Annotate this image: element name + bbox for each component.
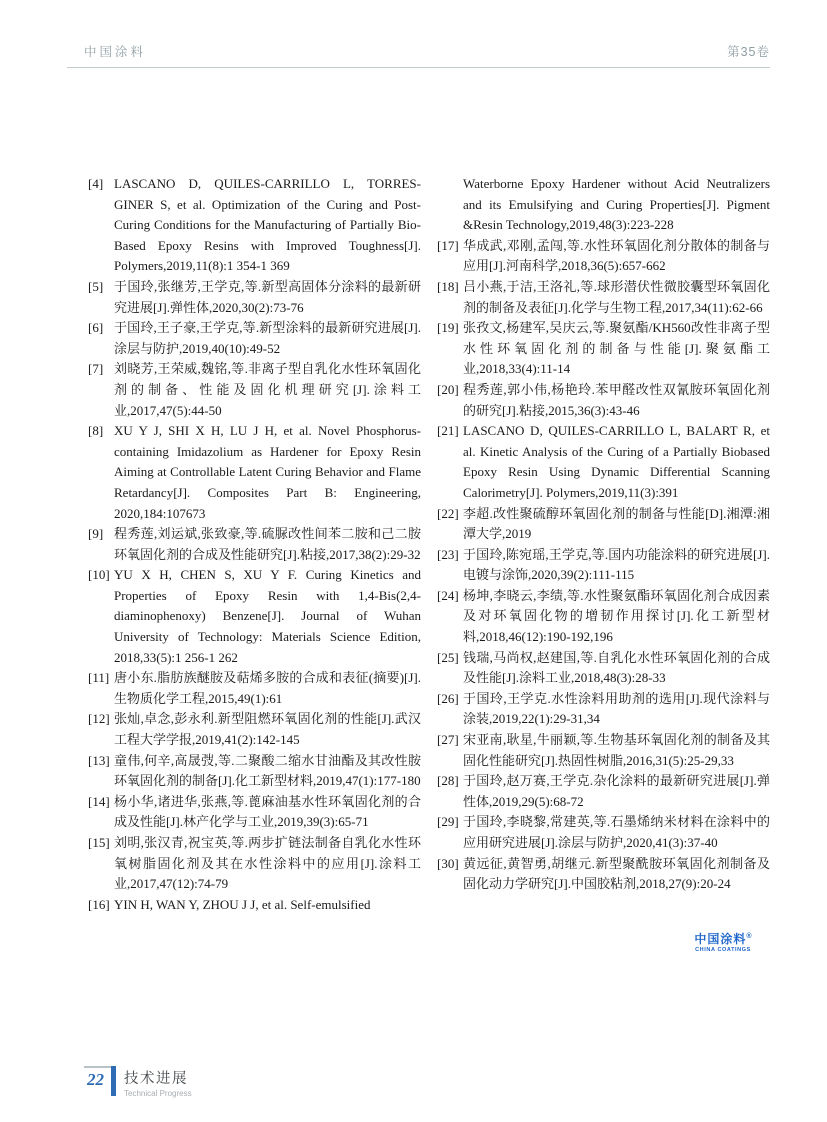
reference-text: XU Y J, SHI X H, LU J H, et al. Novel Phosphorus-containing Imidazolium as Hardener for Epoxy Resin Aiming at Controllable Latent Curing Behavior and Flame Retardancy[J]. Composites Part B: Engineering, 2020,184:107673 xyxy=(114,423,421,521)
reference-text: 于国玲,王学克.水性涂料用助剂的选用[J].现代涂料与涂装,2019,22(1):29-31,34 xyxy=(463,690,770,727)
reference-number: [21] xyxy=(437,423,459,439)
reference-item xyxy=(88,895,421,916)
reference-item xyxy=(437,771,770,812)
reference-number: [12] xyxy=(88,711,110,727)
reference-text: 钱瑞,马尚权,赵建国,等.自乳化水性环氧固化剂的合成及性能[J].涂料工业,2018,48(3):28-33 xyxy=(463,649,770,686)
reference-text: 于国玲,赵万赛,王学克.杂化涂料的最新研究进展[J].弹性体,2019,29(5):68-72 xyxy=(463,773,770,809)
page-number: 22 xyxy=(87,1070,104,1089)
reference-text: 于国玲,王子豪,王学克,等.新型涂料的最新研究进展[J].涂层与防护,2019,40(10):49-52 xyxy=(114,320,421,356)
reference-item xyxy=(88,833,421,895)
reference-item xyxy=(437,174,770,236)
reference-number: [11] xyxy=(88,670,110,686)
reference-text: 于国玲,李晓黎,常建英,等.石墨烯纳米材料在涂料中的应用研究进展[J].涂层与防护,2020,41(3):37-40 xyxy=(463,814,770,850)
reference-item xyxy=(88,421,421,524)
reference-number: [9] xyxy=(88,526,104,542)
reference-number: [26] xyxy=(437,690,459,706)
reference-text: Waterborne Epoxy Hardener without Acid Neutralizers and its Emulsifying and Curing Properties[J]. Pigment &Resin Technology,2019,48(3):223-228 xyxy=(463,176,770,233)
reference-number: [29] xyxy=(437,814,459,830)
reference-text: 于国玲,张继芳,王学克,等.新型高固体分涂料的最新研究进展[J].弹性体,2020,30(2):73-76 xyxy=(114,278,421,315)
reference-text: 于国玲,陈宛瑶,王学克,等.国内功能涂料的研究进展[J].电镀与涂饰,2020,39(2):111-115 xyxy=(463,546,770,583)
reference-item xyxy=(437,236,770,277)
registered-mark-icon: ® xyxy=(746,933,752,940)
reference-item xyxy=(437,854,770,895)
reference-item xyxy=(88,751,421,792)
reference-text: 李超.改性聚硫醇环氧固化剂的制备与性能[D].湘潭:湘潭大学,2019 xyxy=(463,505,770,542)
page-footer xyxy=(84,1066,192,1098)
reference-number: [25] xyxy=(437,649,459,665)
reference-text: 刘晓芳,王荣威,魏铭,等.非离子型自乳化水性环氧固化剂的制备、性能及固化机理研究[J].涂料工业,2017,47(5):44-50 xyxy=(114,361,421,418)
reference-item xyxy=(88,565,421,668)
reference-number: [5] xyxy=(88,278,104,294)
reference-text: 程秀莲,刘运斌,张致豪,等.硫脲改性间苯二胺和己二胺环氧固化剂的合成及性能研究[J].粘接,2017,38(2):29-32 xyxy=(114,526,421,562)
reference-number: [6] xyxy=(88,320,104,336)
reference-number: [28] xyxy=(437,773,459,789)
reference-number: [17] xyxy=(437,237,459,253)
reference-text: 宋亚南,耿星,牛丽颖,等.生物基环氧固化剂的制备及其固化性能研究[J].热固性树脂,2016,31(5):25-29,33 xyxy=(463,732,770,768)
reference-item xyxy=(88,359,421,421)
reference-number: [13] xyxy=(88,752,110,768)
reference-text: LASCANO D, QUILES-CARRILLO L, TORRES-GINER S, et al. Optimization of the Curing and Post-Curing Conditions for the Manufacturing of Partially Bio-Based Epoxy Resins with Improved Toughness[J]. Polymers,2019,11(8):1 354-1 369 xyxy=(114,176,421,274)
reference-number: [10] xyxy=(88,567,110,583)
reference-number: [30] xyxy=(437,855,459,871)
china-coatings-logo xyxy=(688,933,758,953)
reference-number: [19] xyxy=(437,320,459,336)
reference-number: [24] xyxy=(437,587,459,603)
reference-item xyxy=(88,524,421,565)
reference-number: [8] xyxy=(88,423,104,439)
reference-number: [14] xyxy=(88,793,110,809)
reference-item xyxy=(88,277,421,318)
reference-item xyxy=(437,277,770,318)
reference-item xyxy=(437,545,770,586)
footer-accent-bar xyxy=(111,1066,116,1096)
reference-number: [27] xyxy=(437,732,459,748)
reference-text: 刘明,张汉青,祝宝英,等.两步扩链法制备自乳化水性环氧树脂固化剂及其在水性涂料中的应用[J].涂料工业,2017,47(12):74-79 xyxy=(114,835,421,892)
logo-text-cn: 中国涂料® xyxy=(694,932,752,946)
reference-number: [20] xyxy=(437,381,459,397)
reference-text: 吕小燕,于洁,王洛礼,等.球形潜伏性微胶囊型环氧固化剂的制备及表征[J].化学与生物工程,2017,34(11):62-66 xyxy=(463,278,770,315)
reference-text: 杨小华,诸进华,张燕,等.蓖麻油基水性环氧固化剂的合成及性能[J].林产化学与工业,2019,39(3):65-71 xyxy=(114,793,421,830)
reference-text: 程秀莲,郭小伟,杨艳玲.苯甲醛改性双氰胺环氧固化剂的研究[J].粘接,2015,36(3):43-46 xyxy=(463,381,770,418)
page-number-box xyxy=(84,1066,111,1090)
references-column-right xyxy=(437,174,770,915)
reference-item xyxy=(88,318,421,359)
reference-item xyxy=(437,504,770,545)
reference-item xyxy=(437,421,770,503)
reference-text: 张灿,卓念,彭永利.新型阻燃环氧固化剂的性能[J].武汉工程大学学报,2019,41(2):142-145 xyxy=(114,711,421,748)
journal-name: 中国涂料 xyxy=(84,45,147,59)
reference-text: 唐小东.脂肪族醚胺及萜烯多胺的合成和表征(摘要)[J].生物质化学工程,2015,49(1):61 xyxy=(114,670,421,706)
reference-number: [23] xyxy=(437,546,459,562)
reference-item xyxy=(437,648,770,689)
references-column-left xyxy=(88,174,421,915)
reference-text: 童伟,何辛,高晟弢,等.二聚酸二缩水甘油酯及其改性胺环氧固化剂的制备[J].化工新型材料,2019,47(1):177-180 xyxy=(114,752,421,789)
volume-label: 第35卷 xyxy=(727,45,770,59)
reference-text: 黄远征,黄智勇,胡继元.新型聚酰胺环氧固化剂制备及固化动力学研究[J].中国胶粘剂,2018,27(9):20-24 xyxy=(463,855,770,892)
section-title-cn: 技术进展 xyxy=(124,1071,188,1087)
section-title-en: Technical Progress xyxy=(124,1089,192,1098)
reference-item xyxy=(437,380,770,421)
page-header xyxy=(67,42,770,68)
reference-number: [22] xyxy=(437,505,459,521)
reference-number: [18] xyxy=(437,278,459,294)
reference-item xyxy=(88,174,421,277)
reference-item xyxy=(437,812,770,853)
references-columns xyxy=(88,174,770,915)
footer-section xyxy=(124,1066,192,1098)
reference-text: 张孜文,杨建军,吴庆云,等.聚氨酯/KH560改性非离子型水性环氧固化剂的制备与性能[J].聚氨酯工业,2018,33(4):11-14 xyxy=(463,320,770,377)
reference-item xyxy=(437,586,770,648)
reference-text: 杨坤,李晓云,李绩,等.水性聚氨酯环氧固化剂合成因素及对环氧固化物的增韧作用探讨[J].化工新型材料,2018,46(12):190-192,196 xyxy=(463,587,770,645)
reference-item xyxy=(88,709,421,750)
logo-text-en: CHINA COATINGS xyxy=(695,947,751,954)
reference-text: YIN H, WAN Y, ZHOU J J, et al. Self-emulsified xyxy=(114,896,371,912)
reference-number: [15] xyxy=(88,835,110,850)
reference-item xyxy=(88,668,421,709)
reference-item xyxy=(437,318,770,380)
reference-text: LASCANO D, QUILES-CARRILLO L, BALART R, et al. Kinetic Analysis of the Curing of a Partially Biobased Epoxy Resin Using Dynamic Differential Scanning Calorimetry[J]. Polymers,2019,11(3):391 xyxy=(463,423,770,500)
reference-item xyxy=(437,689,770,730)
reference-text: 华成武,邓刚,孟闯,等.水性环氧固化剂分散体的制备与应用[J].河南科学,2018,36(5):657-662 xyxy=(463,237,770,274)
reference-text: YU X H, CHEN S, XU Y F. Curing Kinetics and Properties of Epoxy Resin with 1,4-Bis(2,4-diaminophenoxy) Benzene[J]. Journal of Wuhan University of Technology: Materials Science Edition, 2018,33(5):1 256-1 262 xyxy=(114,567,421,665)
reference-item xyxy=(88,792,421,833)
reference-number: [16] xyxy=(88,896,110,912)
reference-number: [7] xyxy=(88,361,104,377)
reference-number: [4] xyxy=(88,176,104,191)
reference-item xyxy=(437,730,770,771)
